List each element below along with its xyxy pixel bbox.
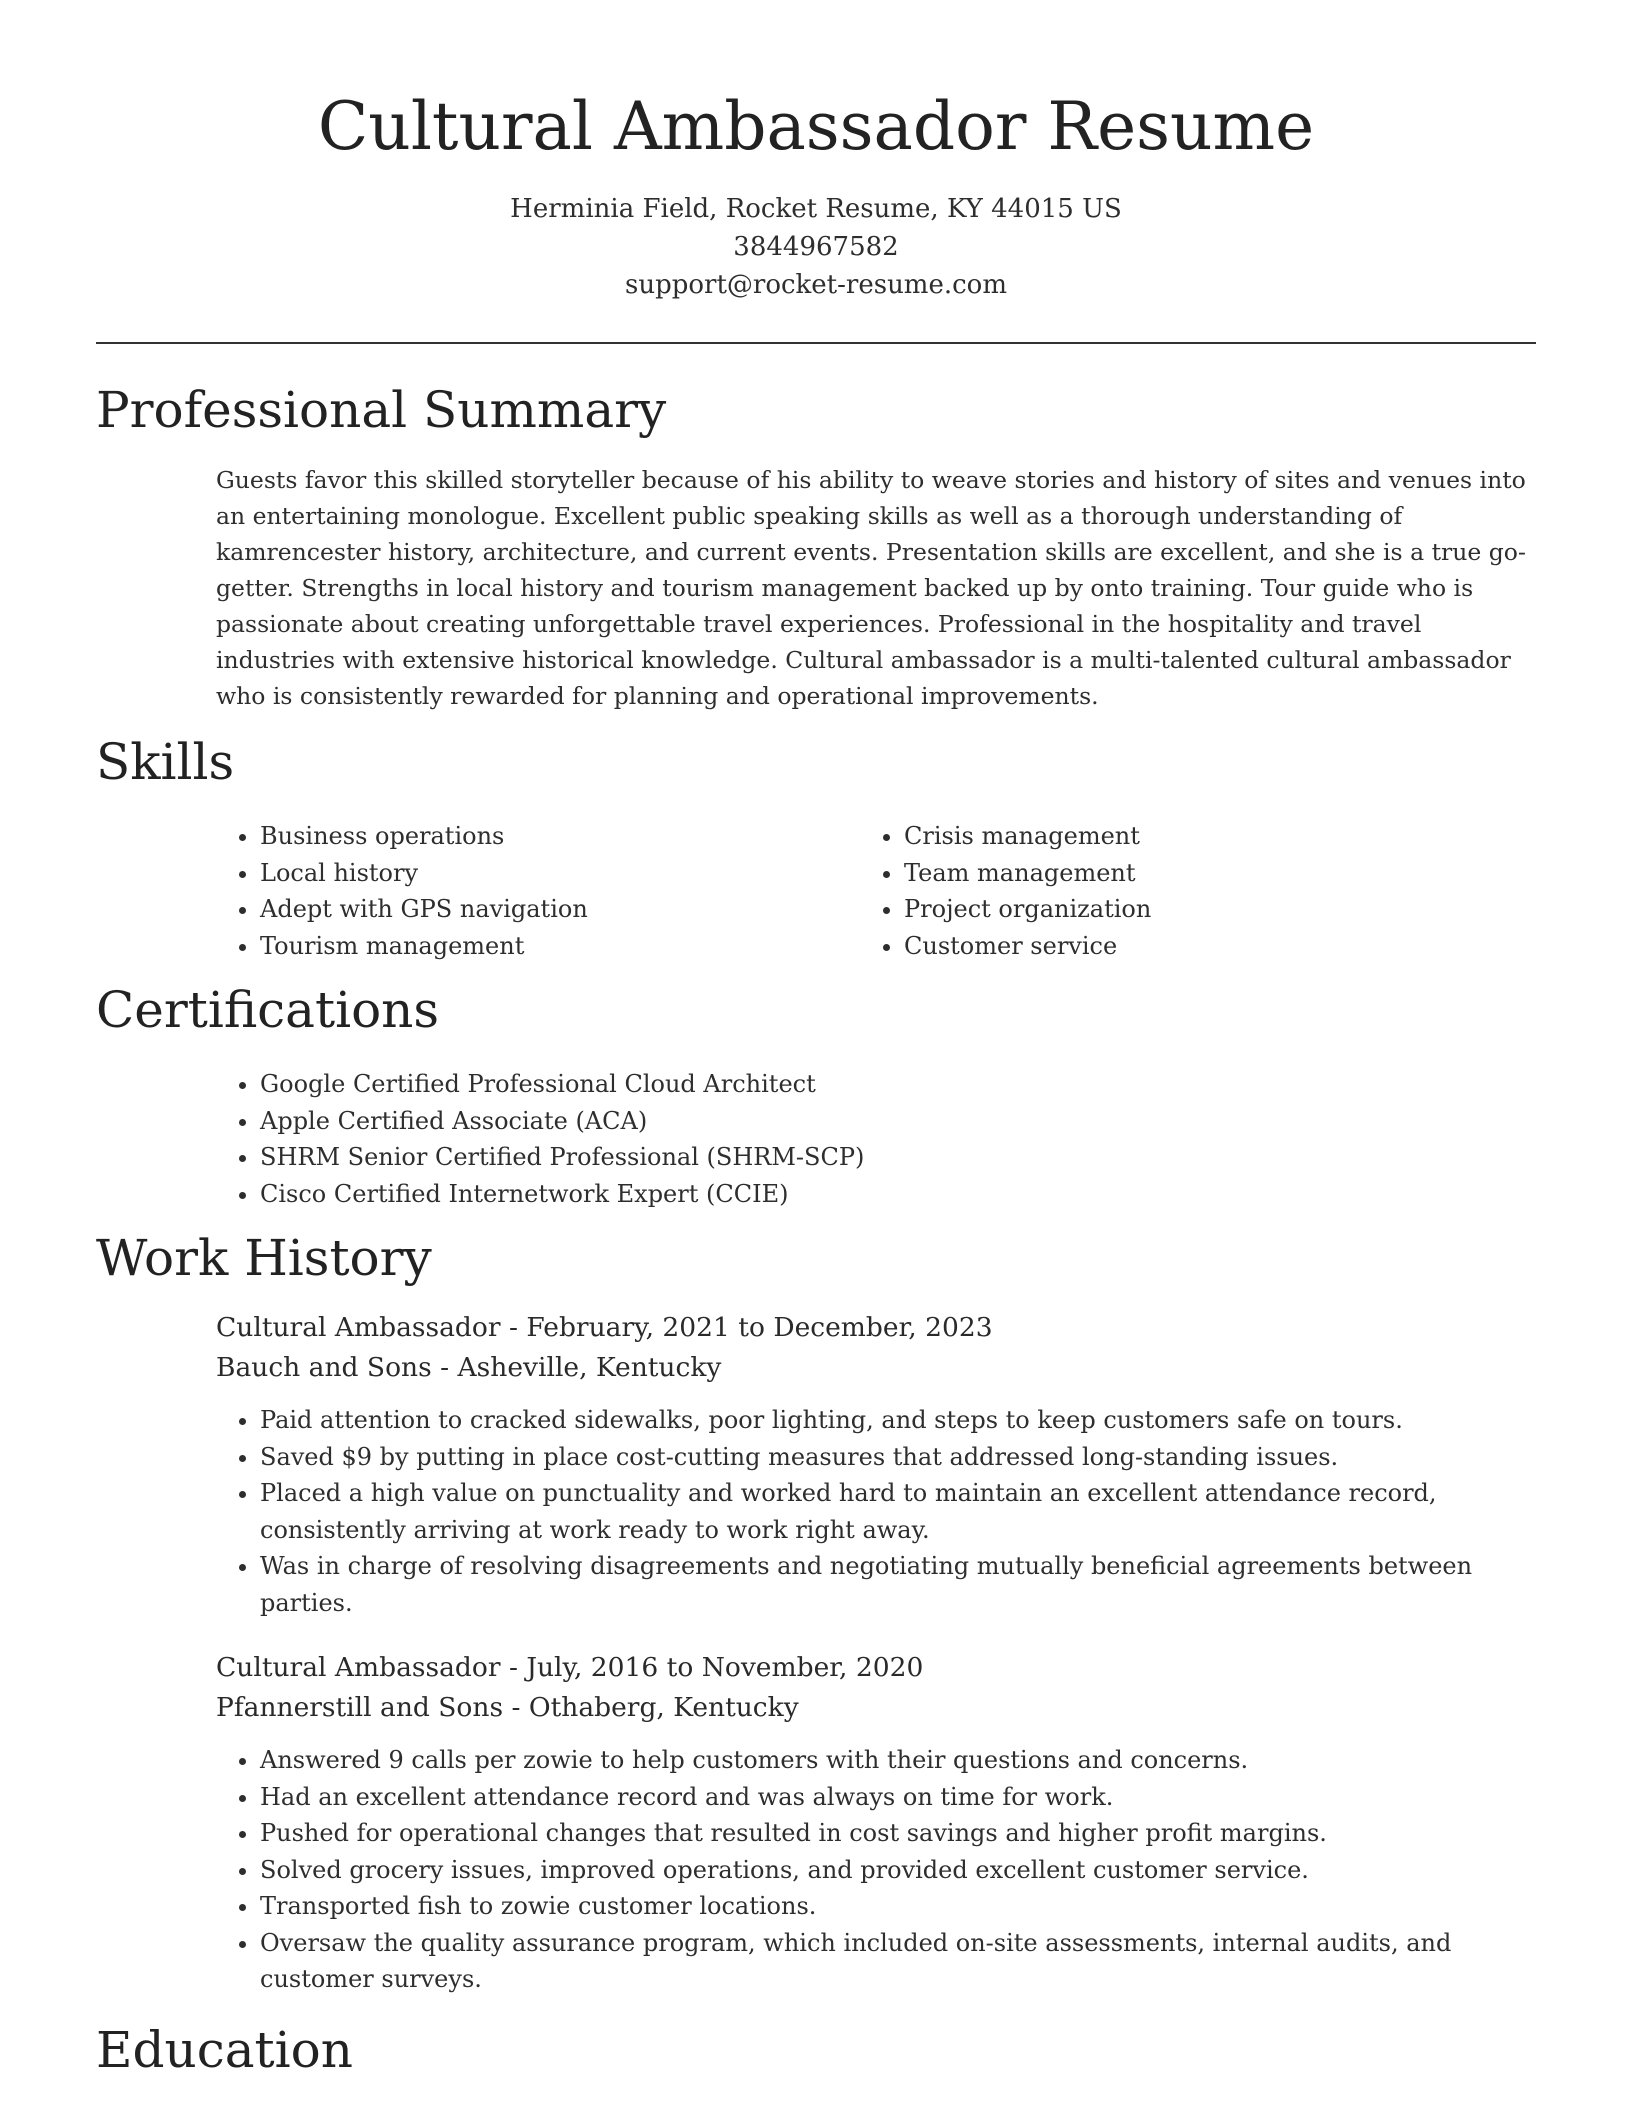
list-item: • Was in charge of resolving disagreements and negotiating mutually beneficial agreements between parties. — [260, 1548, 1546, 1621]
list-item: • Paid attention to cracked sidewalks, poor lighting, and steps to keep customers safe on tours. — [260, 1402, 1546, 1439]
skills-heading: Skills — [96, 733, 235, 791]
list-item: • Apple Certified Associate (ACA) — [260, 1103, 1546, 1140]
contact-address: Herminia Field, Rocket Resume, KY 44015 US — [510, 194, 1122, 224]
job-title-line — [216, 1308, 993, 1348]
skills-list-left — [216, 818, 816, 964]
list-item: • Local history — [260, 855, 816, 892]
job-company: Pfannerstill and Sons — [216, 1692, 504, 1723]
company-location-separator: - — [440, 1352, 458, 1383]
resume-title: Cultural Ambassador Resume — [317, 88, 1315, 165]
job-company: Bauch and Sons — [216, 1352, 432, 1383]
list-item: • Placed a high value on punctuality and worked hard to maintain an excellent attendance record, consistently arriving at work ready to work right away. — [260, 1475, 1546, 1548]
job-bullets-container — [216, 1742, 1546, 1998]
list-item: • Pushed for operational changes that resulted in cost savings and higher profit margins. — [260, 1815, 1546, 1852]
list-item: • Cisco Certified Internetwork Expert (CCIE) — [260, 1176, 1546, 1213]
skills-list-right — [860, 818, 1460, 964]
list-item: • Adept with GPS navigation — [260, 891, 816, 928]
list-item: • SHRM Senior Certified Professional (SHRM-SCP) — [260, 1139, 1546, 1176]
list-item: • Customer service — [904, 928, 1460, 965]
list-item: • Tourism management — [260, 928, 816, 965]
summary-heading: Professional Summary — [96, 381, 667, 439]
job-bullets — [216, 1742, 1546, 1998]
list-item: • Business operations — [260, 818, 816, 855]
job-bullets — [216, 1402, 1546, 1621]
list-item: • Team management — [904, 855, 1460, 892]
certifications-list-container — [216, 1066, 1546, 1212]
job-dates: July, 2016 to November, 2020 — [526, 1652, 924, 1683]
title-date-separator: - — [508, 1652, 527, 1683]
job-location: Asheville, Kentucky — [457, 1352, 722, 1383]
list-item: • Crisis management — [904, 818, 1460, 855]
list-item: • Oversaw the quality assurance program, which included on-site assessments, internal audits, and customer surveys. — [260, 1925, 1546, 1998]
list-item: • Had an excellent attendance record and was always on time for work. — [260, 1779, 1546, 1816]
skills-column-left — [216, 818, 816, 964]
job-company-line — [216, 1348, 721, 1388]
title-date-separator: - — [508, 1312, 527, 1343]
list-item: • Solved grocery issues, improved operations, and provided excellent customer service. — [260, 1852, 1546, 1889]
certifications-list — [216, 1066, 1546, 1212]
list-item: • Google Certified Professional Cloud Architect — [260, 1066, 1546, 1103]
summary-text: Guests favor this skilled storyteller because of his ability to weave stories and history of sites and venues into an entertaining monologue. Excellent public speaking skills as well as a thorough understanding of kamrencester history, architecture, and current events. Presentation skills are excellent, and she is a true go-getter. Strengths in local history and tourism management backed up by onto training. Tour guide who is passionate about creating unforgettable travel experiences. Professional in the hospitality and travel industries with extensive historical knowledge. Cultural ambassador is a multi-talented cultural ambassador who is consistently rewarded for planning and operational improvements. — [216, 466, 1526, 710]
job-location: Othaberg, Kentucky — [528, 1692, 799, 1723]
job-bullets-container — [216, 1402, 1546, 1621]
skills-column-right — [860, 818, 1460, 964]
contact-phone: 3844967582 — [733, 232, 899, 262]
resume-header — [96, 84, 1536, 304]
certifications-heading: Certifications — [96, 981, 440, 1039]
work-history-heading: Work History — [96, 1229, 432, 1287]
job-dates: February, 2021 to December, 2023 — [526, 1312, 993, 1343]
header-divider — [96, 342, 1536, 344]
list-item: • Project organization — [904, 891, 1460, 928]
job-company-line — [216, 1688, 799, 1728]
job-title: Cultural Ambassador — [216, 1312, 501, 1343]
company-location-separator: - — [511, 1692, 529, 1723]
job-title-line — [216, 1648, 923, 1688]
education-heading: Education — [96, 2021, 353, 2079]
list-item: • Saved $9 by putting in place cost-cutting measures that addressed long-standing issues. — [260, 1439, 1546, 1476]
job-title: Cultural Ambassador — [216, 1652, 501, 1683]
contact-email: support@rocket-resume.com — [624, 270, 1007, 300]
list-item: • Answered 9 calls per zowie to help customers with their questions and concerns. — [260, 1742, 1546, 1779]
list-item: • Transported fish to zowie customer locations. — [260, 1888, 1546, 1925]
